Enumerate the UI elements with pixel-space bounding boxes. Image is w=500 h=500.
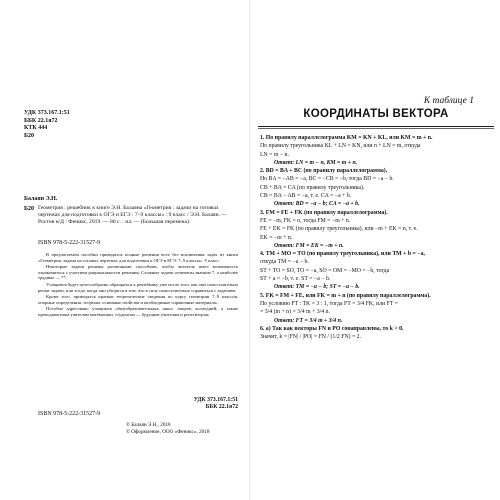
solution-line: ST + TO = SO, TO = −a, SO = OM = −MO = −b, тогда: [260, 267, 390, 274]
copyright-publisher: © Оформление, ООО «Феникс», 2018: [126, 429, 210, 435]
annotation-paragraph: Пособие адресовано учащимся общеобразовательных школ, лицеев, колледжей, а также преподавателям учителям математики, студентам — будущим учителям и репетиторам.: [38, 306, 238, 317]
solution-line: CB + BA = CA (по правилу треугольника).: [260, 184, 365, 191]
author: Балаян Э.Н.: [24, 196, 58, 202]
right-page: [252, 0, 500, 500]
solution-line: EK = −m + n.: [260, 234, 293, 241]
title-rule: [258, 126, 494, 127]
title-rule-thin: [258, 128, 494, 129]
solution-line: LN = m − n.: [260, 151, 289, 158]
udk-bottom-line: УДК 373.167.1:51: [193, 397, 238, 403]
solution-heading: 2. BD = BA + BC (по правилу параллелограмма).: [260, 168, 388, 175]
copyright: [126, 422, 209, 436]
udk-bottom: [176, 397, 238, 411]
solution-line: FE = −m, FK = n, тогда FM = −m + n.: [260, 217, 351, 224]
solution-line: = 3/4 (m + n) = 3/4 m + 3/4 n.: [260, 309, 330, 316]
b20-index: Б20: [24, 206, 34, 212]
solution-line: По правилу треугольника KL + LN = KN, или n + LN = m, откуда: [260, 143, 421, 150]
solution-line: Но BA = −AB = −a, BC = −CB = −b, тогда BD = −a − b.: [260, 176, 394, 183]
solution-answer: Ответ: FM = EK = −m + n.: [274, 242, 344, 249]
solution-line: Значит, k = |FN| / |PO| = FN / (1/2 FN) = 2.: [260, 334, 362, 341]
solution-line: FE + EK = FK (по правилу треугольника), или −m + EK = n, т. е.: [260, 226, 418, 233]
bibliography: Геометрия : решебник к книге Э.Н. Балаяна «Геометрия : задачи на готовых чертежах для подготовки к ОГЭ и ЕГЭ : 7–9 классы» : 9 класс / Э.Н. Балаян. — Ростов н/Д : Феникс, 2019. — 80 с. : ил. — (Большая перемена).: [38, 205, 227, 226]
book-spine: [249, 0, 251, 500]
solution-answer: Ответ: LN = m − n, KM = m + n.: [274, 159, 358, 166]
annotation-paragraph: Учащимся будет целесообразно обращаться к решебнику уже после того, как они самостоятельно решат задачи, или тогда, когда они убедятся в том, что в силу самостоятельно справиться с задачами.: [38, 281, 238, 293]
ktk-line: КТК 444: [24, 125, 48, 131]
solution-answer: Ответ: TM = −a − b; ST = −a − b.: [274, 284, 360, 291]
isbn-bottom: ISBN 978-5-222-31527-9: [38, 411, 101, 417]
copyright-author: © Балаян Э.Н., 2018: [126, 422, 171, 428]
table-reference: К таблице 1: [423, 96, 474, 106]
page-title: КООРДИНАТЫ ВЕКТОРА: [303, 108, 449, 120]
annotation-paragraph: Некоторые задачи решены различными способами, чтобы читатель имел возможность ознакомиться с участием рациональности решения. Сложные задачи отмечены значком *, а наиболее трудные — **.: [38, 264, 238, 281]
solutions: [260, 134, 496, 341]
left-page: [0, 0, 248, 500]
annotation-paragraph: В предлагаемом пособии приводятся полные решения всех без исключения задач из книги «Геометрия: задачи на готовых чертежах для подготовки к ОГЭ и ЕГЭ: 7–9 классы». 9 класс.: [38, 252, 238, 263]
annotation: [38, 252, 238, 319]
udk-block: [24, 110, 70, 140]
bbk-line: ББК 22.1я72: [24, 117, 58, 124]
solution-line: ST + a = −b, т. е. ST = −a − b.: [260, 276, 331, 283]
solution-heading: 3. FM = FE + FK (по правилу параллелограмма).: [260, 209, 388, 216]
solution-heading: 5. FK = FM + FE, или FK = m + n (по правилу параллелограмма).: [260, 292, 431, 299]
solution-line: CB = BA − AB = −a, т. е. CA = −a + b.: [260, 193, 352, 200]
solution-answer: Ответ: BD = −a − b; CA = −a + b.: [274, 201, 360, 208]
solution-heading: 6. а) Так как векторы FN и PO сонаправлены, то k > 0.: [260, 325, 404, 332]
solution-heading: 1. По правилу параллелограмма KM = KN + KL, или KM = m + n.: [260, 135, 433, 141]
solution-heading: 4. TM + MO = TO (по правилу треугольника), или TM + b = −a,: [260, 251, 425, 258]
isbn-top: ISBN 978-5-222-31527-9: [38, 240, 101, 246]
annotation-paragraph: Кроме того, приводятся краткие теоретические сведения по курсу геометрии 7–9 классов, опорные определения, теоремы, основные свойства и необходимые справочные материалы.: [38, 294, 238, 305]
bbk-bottom-line: ББК 22.1я72: [205, 404, 238, 410]
udk-line: УДК 373.167.1:51: [24, 110, 70, 116]
solution-line: откуда TM = −a − b.: [260, 259, 309, 266]
solution-answer: Ответ: FT = 3/4 m + 3/4 n.: [274, 317, 343, 324]
solution-line: По условию FT : TK = 3 : 1, тогда FT = 3/4 FK, или FT =: [260, 300, 398, 307]
b20-line: Б20: [24, 132, 34, 139]
